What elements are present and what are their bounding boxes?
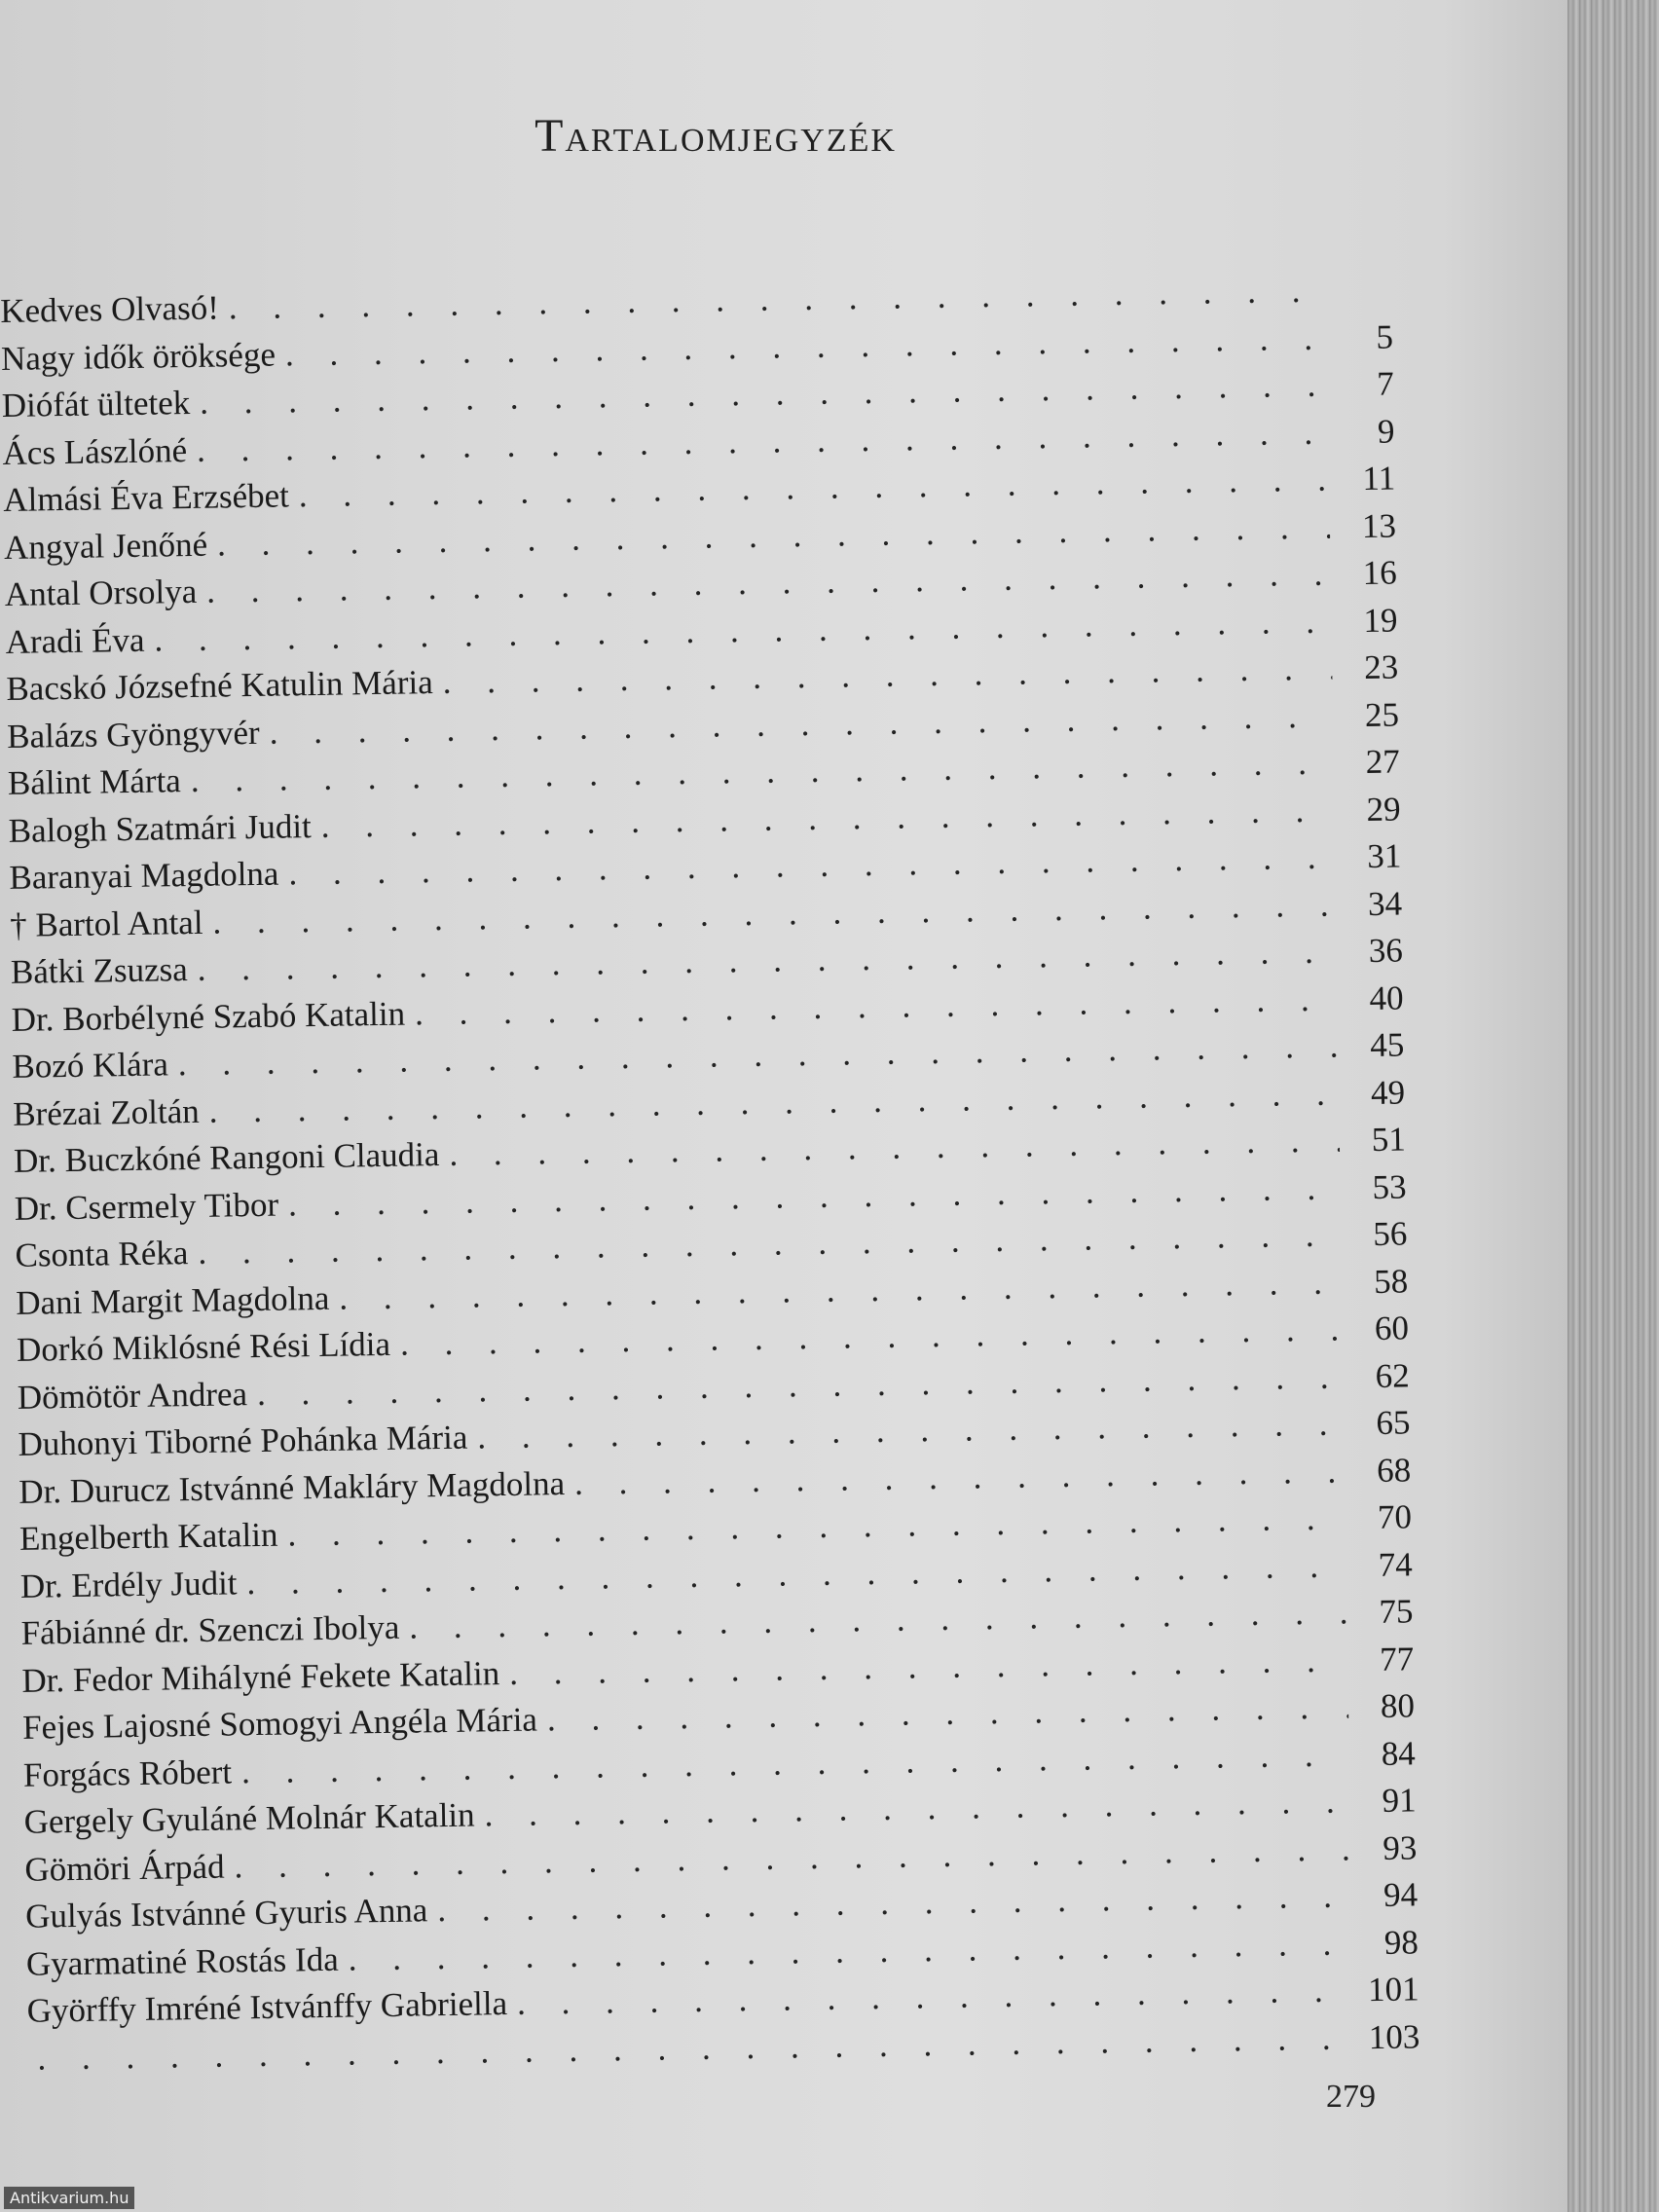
toc-entry-name: Balogh Szatmári Judit [8,806,313,850]
toc-page-number: 7 [1376,364,1394,403]
toc-page-number: 74 [1378,1544,1414,1584]
toc-page-number: 36 [1368,931,1404,970]
toc-page-number [1326,301,1392,302]
toc-entry-name: Nagy idők öröksége [0,335,276,378]
toc-entry-name: Bozó Klára [12,1045,169,1086]
toc-entry-name: Dr. Fedor Mihályné Fekete Katalin [21,1653,500,1700]
toc-page-number: 94 [1382,1875,1419,1914]
toc-page-number: 103 [1368,2016,1420,2056]
toc-page-number: 62 [1375,1355,1410,1395]
toc-entry-name: Duhonyi Tiborné Pohánka Mária [18,1418,468,1463]
toc-entry-name: Dr. Durucz Istvánné Makláry Magdolna [18,1463,566,1511]
toc-entry-name: Csonta Réka [15,1234,189,1274]
toc-page-number: 60 [1374,1309,1410,1347]
toc-page-number: 77 [1379,1639,1415,1678]
toc-entry-name: Fábiánné dr. Szenczi Ibolya [20,1607,400,1652]
toc-page-number: 9 [1377,412,1395,451]
toc-entry-name: Gömöri Árpád [24,1847,225,1889]
toc-page-number: 53 [1372,1166,1407,1206]
toc-page-number: 31 [1366,836,1402,876]
toc-page-number: 84 [1381,1733,1417,1773]
toc-page-number: 93 [1382,1827,1418,1867]
toc-entry-name: Gergely Gyuláné Molnár Katalin [23,1795,475,1841]
book-spine-edge [1567,0,1659,2212]
toc-page-number: 98 [1383,1922,1419,1962]
toc-entry-name: Bacskó Józsefné Katulin Mária [6,663,433,708]
toc-entry-name: Dömötör Andrea [17,1374,248,1417]
toc-page-number: 23 [1363,647,1399,687]
toc-page-number: 16 [1362,553,1398,593]
toc-entry-name: Dr. Buczkóné Rangoni Claudia [13,1135,440,1180]
toc-entry-name: † Bartol Antal [9,903,203,944]
page-title: Tartalomjegyzék [535,110,897,162]
toc-page-number: 11 [1362,459,1396,498]
toc-page-number: 91 [1382,1781,1417,1820]
toc-page-number: 58 [1373,1261,1409,1301]
toc-entry-name: Brézai Zoltán [12,1091,200,1133]
toc-entry-name: Bálint Márta [7,761,182,802]
toc-entry-name: Dr. Csermely Tibor [14,1185,279,1228]
toc-page-number: 25 [1364,694,1400,734]
toc-entry-name: Engelberth Katalin [18,1515,278,1558]
toc-page-number: 49 [1370,1072,1406,1112]
toc-page-number: 45 [1370,1025,1405,1064]
toc-page-number: 19 [1363,600,1398,640]
toc-entry-name: Aradi Éva [5,620,145,661]
toc-page-number: 56 [1373,1214,1408,1253]
toc-page-number: 101 [1367,1970,1419,2009]
toc-entry-name: Almási Éva Erzsébet [3,476,290,519]
toc-page-number: 13 [1361,506,1397,545]
toc-entry-name: Gyarmatiné Rostás Ida [25,1939,339,1983]
toc-entry-name: Forgács Róbert [22,1751,233,1794]
toc-page-number: 27 [1365,742,1401,782]
toc-page-number: 70 [1377,1497,1413,1536]
toc-page-number: 65 [1376,1403,1411,1442]
toc-entry-name: Balázs Gyöngyvér [6,713,260,756]
page-number-footer: 279 [1326,2079,1376,2115]
toc-entry-name: Baranyai Magdolna [9,854,279,897]
toc-entry-name: Ács Lászlóné [2,430,188,472]
toc-entry-name: Györffy Imréné Istvánffy Gabriella [26,1984,508,2030]
toc-entry-name: Diófát ültetek [1,383,191,424]
toc-page-number: 75 [1379,1592,1414,1631]
toc-page-number: 29 [1366,789,1401,829]
toc-entry-name: Angyal Jenőné [3,525,208,567]
toc-entry-name: Dr. Borbélyné Szabó Katalin [11,994,406,1039]
toc-entry-name: Gulyás Istvánné Gyuris Anna [24,1891,428,1936]
toc-page-number: 34 [1367,883,1403,923]
toc-entry-name: Fejes Lajosné Somogyi Angéla Mária [21,1700,538,1747]
table-of-contents [0,271,1420,2086]
toc-entry-name: Bátki Zsuzsa [10,950,189,991]
toc-page-number: 80 [1380,1686,1416,1725]
leader-dots [229,272,1327,328]
toc-entry-name: Dani Margit Magdolna [15,1278,330,1322]
toc-entry-name: Antal Orsolya [4,571,198,613]
toc-page-number: 68 [1376,1450,1412,1490]
watermark: Antikvarium.hu [4,2187,134,2209]
toc-page-number: 51 [1371,1120,1407,1159]
toc-entry-name: Dorkó Miklósné Rési Lídia [16,1324,391,1369]
toc-entry-name: Kedves Olvasó! [0,288,220,330]
toc-page-number: 40 [1369,977,1404,1017]
toc-entry-name: Dr. Erdély Judit [19,1563,238,1605]
toc-page-number: 5 [1376,317,1394,356]
